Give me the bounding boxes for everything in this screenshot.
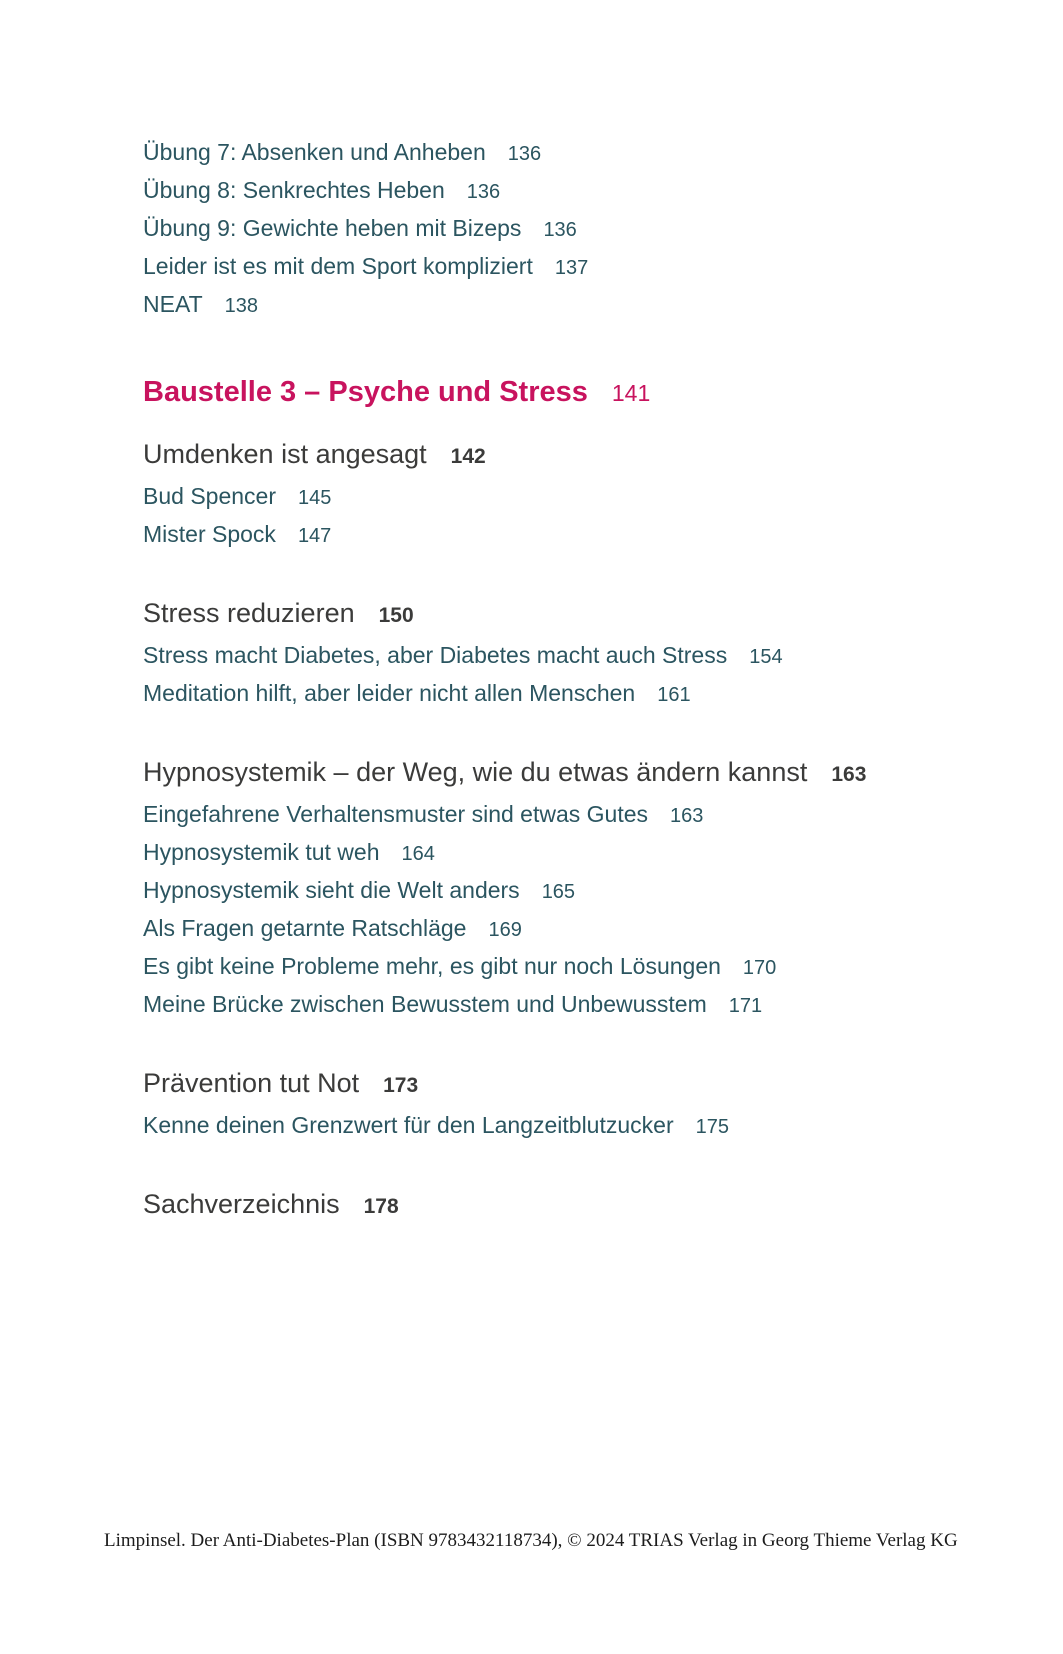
section-title — [143, 1062, 943, 1107]
toc-entry-label: Übung 8: Senkrechtes Heben — [143, 177, 445, 203]
toc-entry-label: Hypnosystemik sieht die Welt anders — [143, 877, 520, 903]
chapter-heading-page-number: 141 — [611, 380, 651, 406]
toc-entry-page-number: 169 — [488, 919, 522, 941]
toc-entry-page-number: 154 — [749, 646, 783, 668]
toc-entry-page-number: 145 — [297, 487, 332, 509]
section-title — [143, 1183, 943, 1228]
section-page-number: 178 — [363, 1195, 399, 1218]
chapter-heading-label: Baustelle 3 – Psyche und Stress — [143, 376, 588, 408]
section-title — [143, 592, 943, 637]
toc-section — [143, 433, 943, 554]
toc-entry-label: Es gibt keine Probleme mehr, es gibt nur noch Lösungen — [143, 953, 721, 979]
toc-entry-label: Meditation hilft, aber leider nicht allen Menschen — [143, 680, 636, 706]
section-title-label: Umdenken ist angesagt — [143, 439, 427, 469]
toc-entry — [143, 248, 943, 286]
toc-entry-label: Mister Spock — [143, 521, 276, 547]
toc-entry-page-number: 138 — [224, 295, 259, 317]
section-page-number: 163 — [831, 763, 867, 786]
toc-entry — [143, 210, 943, 248]
toc-entry-page-number: 165 — [541, 881, 576, 903]
toc-entry-page-number: 161 — [657, 684, 691, 706]
imprint-footer: Limpinsel. Der Anti-Diabetes-Plan (ISBN 9783432118734), © 2024 TRIAS Verlag in Georg Thieme Verlag KG — [104, 1530, 958, 1551]
toc-entry-label: Übung 9: Gewichte heben mit Bizeps — [143, 215, 522, 241]
toc-entry-page-number: 137 — [554, 257, 589, 279]
toc-entry — [143, 286, 943, 324]
chapter-heading — [143, 370, 943, 415]
toc-entry — [143, 637, 943, 675]
toc-entry — [143, 172, 943, 210]
toc-entry-label: Kenne deinen Grenzwert für den Langzeitblutzucker — [143, 1112, 674, 1138]
toc-entry — [143, 675, 943, 713]
toc-entry — [143, 796, 943, 834]
toc-entry-page-number: 136 — [507, 143, 542, 165]
toc-entry — [143, 1107, 943, 1145]
toc-content — [143, 134, 943, 1228]
toc-entry — [143, 134, 943, 172]
toc-entry — [143, 516, 943, 554]
section-title — [143, 433, 943, 478]
toc-entry — [143, 910, 943, 948]
toc-entry-label: Bud Spencer — [143, 483, 276, 509]
toc-entry — [143, 478, 943, 516]
toc-entry-page-number: 163 — [670, 805, 704, 827]
toc-entry-label: Übung 7: Absenken und Anheben — [143, 139, 486, 165]
section-page-number: 173 — [383, 1074, 419, 1097]
section-title — [143, 751, 943, 796]
toc-entry-page-number: 147 — [297, 525, 332, 547]
toc-entry-label: Leider ist es mit dem Sport kompliziert — [143, 253, 533, 279]
toc-entry-label: Hypnosystemik tut weh — [143, 839, 380, 865]
section-title-label: Stress reduzieren — [143, 598, 355, 628]
section-title-label: Prävention tut Not — [143, 1068, 360, 1098]
toc-entry-page-number: 164 — [401, 843, 435, 865]
section-page-number: 150 — [378, 604, 414, 627]
section-page-number: 142 — [450, 445, 486, 468]
toc-entry-label: Stress macht Diabetes, aber Diabetes macht auch Stress — [143, 642, 728, 668]
toc-entry — [143, 872, 943, 910]
toc-entry-page-number: 171 — [728, 995, 763, 1017]
toc-section — [143, 1183, 943, 1228]
toc-entry-label: Eingefahrene Verhaltensmuster sind etwas Gutes — [143, 801, 649, 827]
toc-entry-page-number: 170 — [742, 957, 777, 979]
toc-entry-label: Meine Brücke zwischen Bewusstem und Unbewusstem — [143, 991, 707, 1017]
toc-entry-label: NEAT — [143, 291, 203, 317]
toc-section — [143, 592, 943, 713]
toc-entry-page-number: 175 — [695, 1116, 729, 1138]
section-title-label: Hypnosystemik – der Weg, wie du etwas ändern kannst — [143, 757, 808, 787]
toc-section — [143, 751, 943, 1024]
toc-entry — [143, 986, 943, 1024]
toc-entry-page-number: 136 — [543, 219, 577, 241]
toc-entry — [143, 834, 943, 872]
toc-entry — [143, 948, 943, 986]
toc-section — [143, 1062, 943, 1145]
toc-entry-page-number: 136 — [466, 181, 501, 203]
toc-entry-label: Als Fragen getarnte Ratschläge — [143, 915, 467, 941]
section-title-label: Sachverzeichnis — [143, 1189, 340, 1219]
